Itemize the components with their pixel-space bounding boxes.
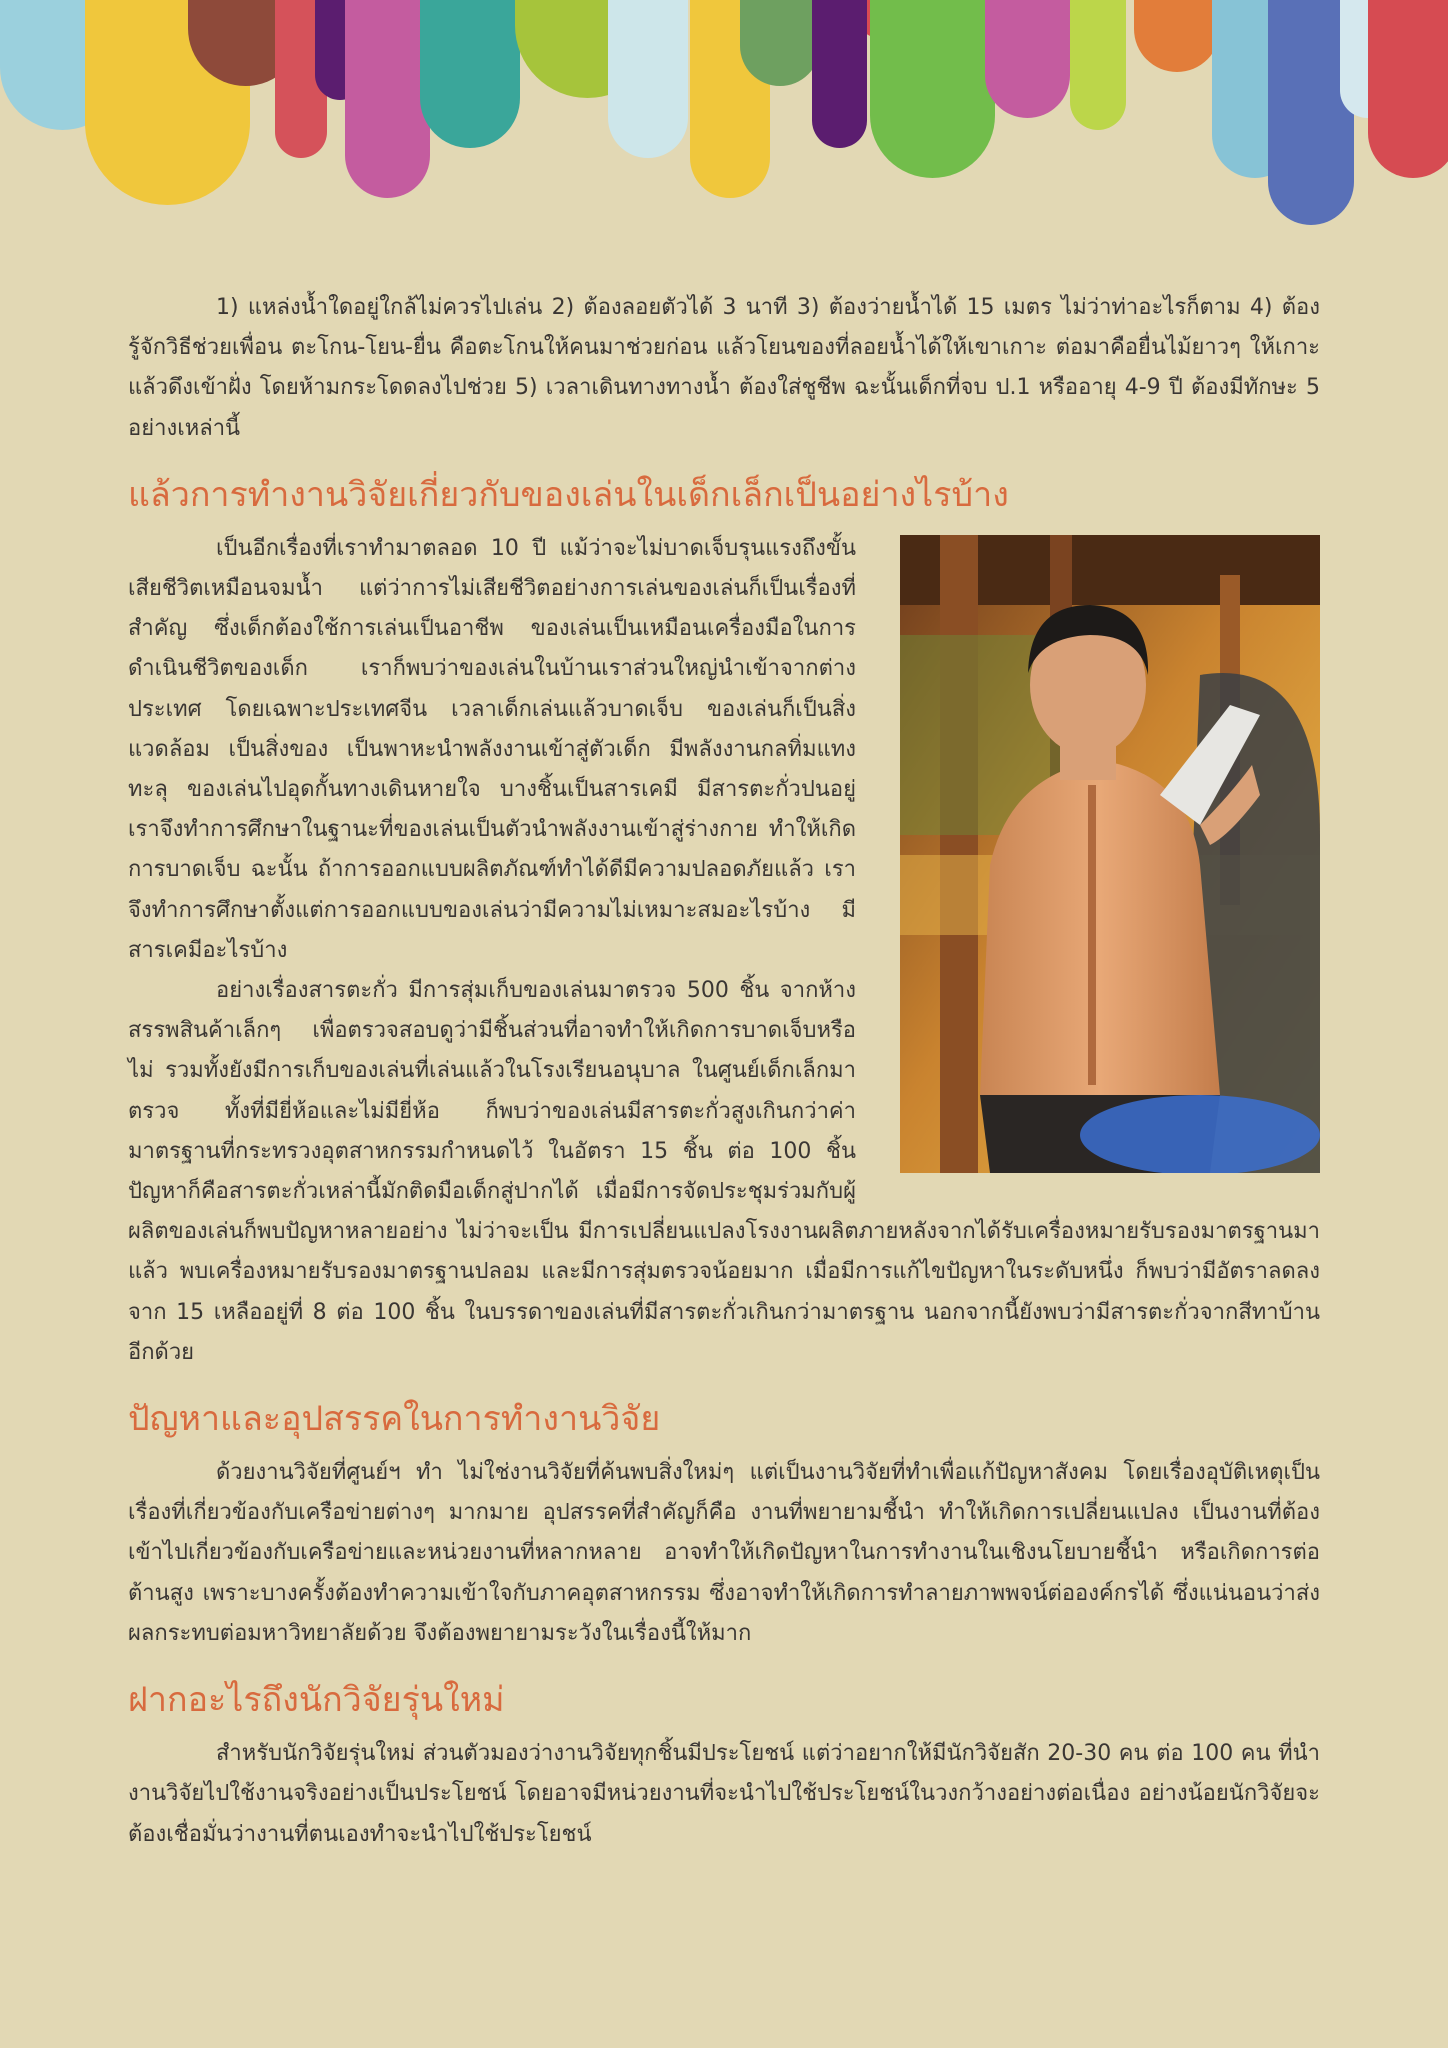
toy-research-paragraph-1: เป็นอีกเรื่องที่เราทำมาตลอด 10 ปี แม้ว่าจะไม่บาดเจ็บรุนแรงถึงขั้นเสียชีวิตเหมือนจมน้ำ แต่ว่าการไม่เสียชีวิตอย่างการเล่นของเล่นก็เป็นเรื่องที่สำคัญ ซึ่งเด็กต้องใช้การเล่นเป็นอาชีพ ของเล่นเป็นเหมือนเครื่องมือในการดำเนินชีวิตของเด็ก เราก็พบว่าของเล่นในบ้านเราส่วนใหญ่นำเข้าจากต่างประเทศ โดยเฉพาะประเทศจีน เวลาเด็กเล่นแล้วบาดเจ็บ ของเล่นก็เป็นสิ่งแวดล้อม เป็นสิ่งของ เป็นพาหะนำพลังงานเข้าสู่ตัวเด็ก มีพลังงานกลทิ่มแทงทะลุ ของเล่นไปอุดกั้นทางเดินหายใจ บางชิ้นเป็นสารเคมี มีสารตะกั่วปนอยู่ เราจึงทำการศึกษาในฐานะที่ของเล่นเป็นตัวนำพลังงานเข้าสู่ร่างกาย ทำให้เกิดการบาดเจ็บ ฉะนั้น ถ้าการออกแบบผลิตภัณฑ์ทำได้ดีมีความปลอดภัยแล้ว เราจึงทำการศึกษาตั้งแต่การออกแบบของเล่นว่ามีความไม่เหมาะสมอะไรบ้าง มีสารเคมีอะไรบ้าง	[128, 535, 856, 963]
banner-stripe	[985, 0, 1070, 118]
banner-stripe	[420, 0, 520, 148]
section-heading-obstacles: ปัญหาและอุปสรรคในการทำงานวิจัย	[128, 1399, 661, 1440]
new-researchers-paragraph: สำหรับนักวิจัยรุ่นใหม่ ส่วนตัวมองว่างานวิจัยทุกชิ้นมีประโยชน์ แต่ว่าอยากให้มีนักวิจัยสัก 20-30 คน ต่อ 100 คน ที่นำงานวิจัยไปใช้งานจริงอย่างเป็นประโยชน์ โดยอาจมีหน่วยงานที่จะนำไปใช้ประโยชน์ในวงกว้างอย่างต่อเนื่อง อย่างน้อยนักวิจัยจะต้องเชื่อมั่นว่างานที่ตนเองทำจะนำไปใช้ประโยชน์	[128, 1741, 1320, 1847]
banner-stripe	[608, 0, 688, 158]
banner-stripe	[812, 0, 867, 148]
section-heading-toy-research: แล้วการทำงานวิจัยเกี่ยวกับของเล่นในเด็กเล็กเป็นอย่างไรบ้าง	[128, 474, 1009, 515]
researcher-photo	[900, 535, 1320, 1173]
section-heading-message-to-new-researchers: ฝากอะไรถึงนักวิจัยรุ่นใหม่	[128, 1680, 505, 1721]
banner-stripe	[345, 0, 430, 198]
article-body	[128, 288, 1320, 1855]
obstacles-paragraph: ด้วยงานวิจัยที่ศูนย์ฯ ทำ ไม่ใช่งานวิจัยที่ค้นพบสิ่งใหม่ๆ แต่เป็นงานวิจัยที่ทำเพื่อแก้ปัญหาสังคม โดยเรื่องอุบัติเหตุเป็นเรื่องที่เกี่ยวข้องกับเครือข่ายต่างๆ มากมาย อุปสรรคที่สำคัญก็คือ งานที่พยายามชี้นำ ทำให้เกิดการเปลี่ยนแปลง เป็นงานที่ต้องเข้าไปเกี่ยวข้องกับเครือข่ายและหน่วยงานที่หลากหลาย อาจทำให้เกิดปัญหาในการทำงานในเชิงนโยบายชี้นำ หรือเกิดการต่อต้านสูง เพราะบางครั้งต้องทำความเข้าใจกับภาคอุตสาหกรรม ซึ่งอาจทำให้เกิดการทำลายภาพพจน์ต่อองค์กรได้ ซึ่งแน่นอนว่าส่งผลกระทบต่อมหาวิทยาลัยด้วย จึงต้องพยายามระวังในเรื่องนี้ให้มาก	[128, 1460, 1320, 1646]
banner-stripe	[1070, 0, 1126, 130]
toy-research-paragraph-2: อย่างเรื่องสารตะกั่ว มีการสุ่มเก็บของเล่นมาตรวจ 500 ชิ้น จากห้างสรรพสินค้าเล็กๆ เพื่อตรวจสอบดูว่ามีชิ้นส่วนที่อาจทำให้เกิดการบาดเจ็บหรือไม่ รวมทั้งยังมีการเก็บของเล่นที่เล่นแล้วในโรงเรียนอนุบาล ในศูนย์เด็กเล็กมาตรวจ ทั้งที่มียี่ห้อและไม่มียี่ห้อ ก็พบว่าของเล่นมีสารตะกั่วสูงเกินกว่าค่ามาตรฐานที่กระทรวงอุตสาหกรรมกำหนดไว้ ในอัตรา 15 ชิ้น ต่อ 100 ชิ้น ปัญหาก็คือสารตะกั่วเหล่านี้มักติดมือเด็กสู่ปากได้ เมื่อมีการจัดประชุมร่วมกับผู้ผลิตของเล่นก็พบปัญหาหลายอย่าง ไม่ว่าจะเป็น มีการเปลี่ยนแปลงโรงงานผลิตภายหลังจากได้รับเครื่องหมายรับรองมาตรฐานมาแล้ว พบเครื่องหมายรับรองมาตรฐานปลอม และมีการสุ่มตรวจน้อยมาก เมื่อมีการแก้ไขปัญหาในระดับหนึ่ง ก็พบว่ามีอัตราลดลงจาก 15 เหลืออยู่ที่ 8 ต่อ 100 ชิ้น ในบรรดาของเล่นที่มีสารตะกั่วเกินกว่ามาตรฐาน นอกจากนี้ยังพบว่ามีสารตะกั่วจากสีทาบ้านอีกด้วย	[128, 978, 1320, 1365]
banner-stripe	[740, 0, 820, 86]
researcher-photo-illustration	[900, 535, 1320, 1173]
banner-stripe	[1368, 0, 1448, 178]
intro-paragraph: 1) แหล่งน้ำใดอยู่ใกล้ไม่ควรไปเล่น 2) ต้องลอยตัวได้ 3 นาที 3) ต้องว่ายน้ำได้ 15 เมตร ไม่ว่าท่าอะไรก็ตาม 4) ต้องรู้จักวิธีช่วยเพื่อน ตะโกน-โยน-ยื่น คือตะโกนให้คนมาช่วยก่อน แล้วโยนของที่ลอยน้ำได้ให้เขาเกาะ ต่อมาคือยื่นไม้ยาวๆ ให้เกาะแล้วดึงเข้าฝั่ง โดยห้ามกระโดดลงไปช่วย 5) เวลาเดินทางทางน้ำ ต้องใส่ชูชีพ ฉะนั้นเด็กที่จบ ป.1 หรืออายุ 4-9 ปี ต้องมีทักษะ 5 อย่างเหล่านี้	[128, 295, 1320, 441]
decorative-color-stripes-banner	[0, 0, 1448, 240]
banner-stripe	[1134, 0, 1220, 72]
banner-stripe	[870, 0, 995, 178]
